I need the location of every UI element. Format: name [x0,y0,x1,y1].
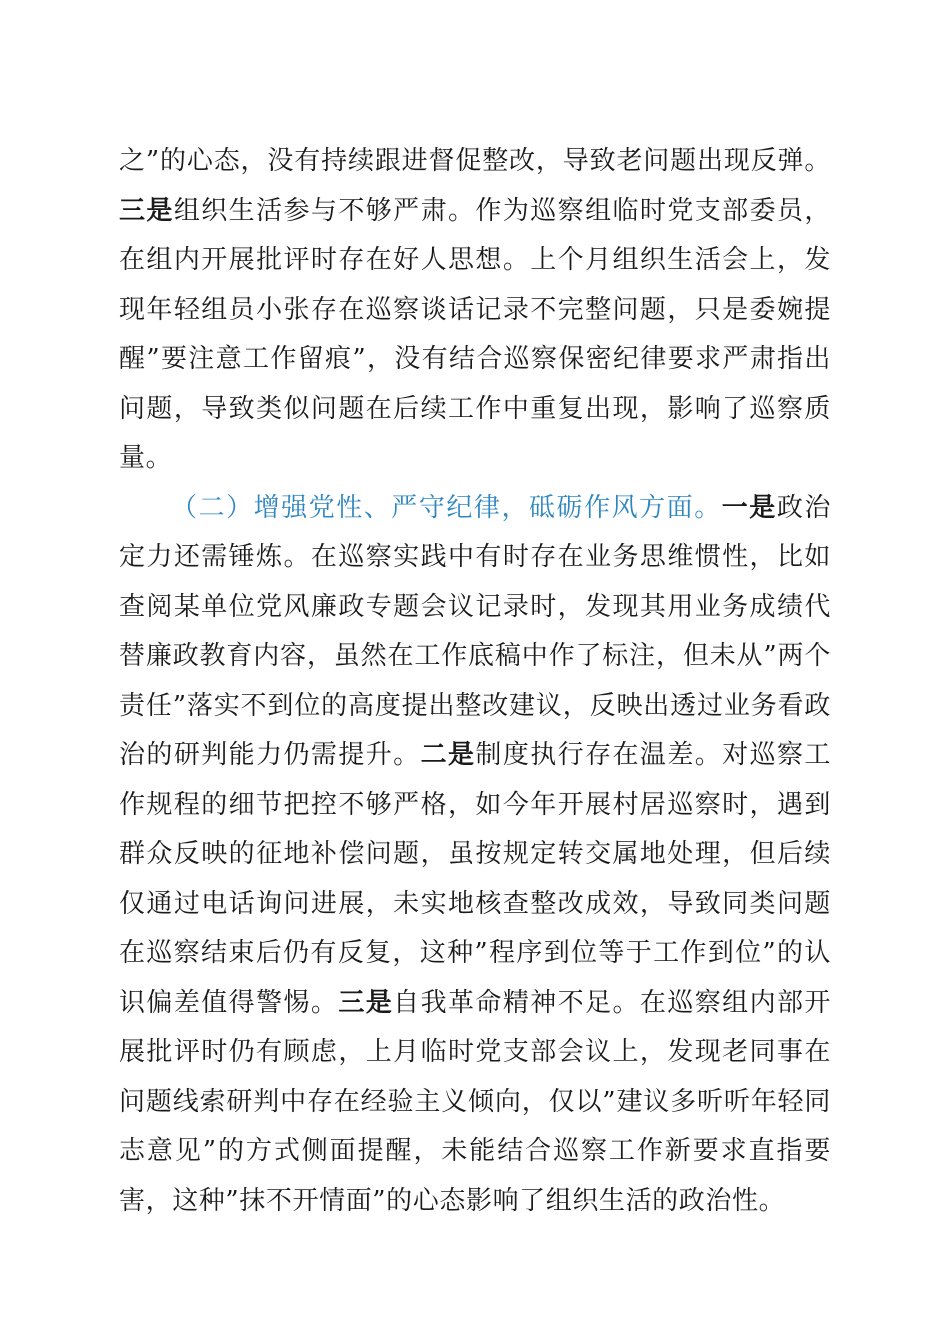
enumeration-marker: 二是 [420,740,476,770]
document-body [119,137,831,1226]
paragraph-text: 政治定力还需锤炼。在巡察实践中有时存在业务思维惯性，比如查阅某单位党风廉政专题会议记录时，发现其用业务成绩代替廉政教育内容，虽然在工作底稿中作了标注，但未从”两个责任”落实不到位的高度提出整改建议，反映出透过业务看政治的研判能力仍需提升。 [119,492,831,770]
paragraph-text: 自我革命精神不足。在巡察组内部开展批评时仍有顾虑，上月临时党支部会议上，发现老同事在问题线索研判中存在经验主义倾向，仅以”建议多听听年轻同志意见”的方式侧面提醒，未能结合巡察工作新要求直指要害，这种”抹不开情面”的心态影响了组织生活的政治性。 [119,987,831,1216]
paragraph-text: 之”的心态，没有持续跟进督促整改，导致老问题出现反弹。 [119,146,831,176]
enumeration-marker: 三是 [338,987,394,1018]
enumeration-marker: 三是 [119,195,174,226]
section-heading: （二）增强党性、严守纪律，砥砺作风方面。 [171,492,722,523]
paragraph-continuation [119,137,831,484]
paragraph-text: 组织生活参与不够严肃。作为巡察组临时党支部委员，在组内开展批评时存在好人思想。上个月组织生活会上，发现年轻组员小张存在巡察谈话记录不完整问题，只是委婉提醒”要注意工作留痕”，没有结合巡察保密纪律要求严肃指出问题，导致类似问题在后续工作中重复出现，影响了巡察质量。 [119,195,832,473]
paragraph-section-two [119,484,831,1227]
paragraph-text: 制度执行存在温差。对巡察工作规程的细节把控不够严格，如今年开展村居巡察时，遇到群众反映的征地补偿问题，虽按规定转交属地处理，但后续仅通过电话询问进展，未实地核查整改成效，导致同类问题在巡察结束后仍有反复，这种”程序到位等于工作到位”的认识偏差值得警惕。 [119,740,832,1018]
enumeration-marker: 一是 [721,492,777,523]
